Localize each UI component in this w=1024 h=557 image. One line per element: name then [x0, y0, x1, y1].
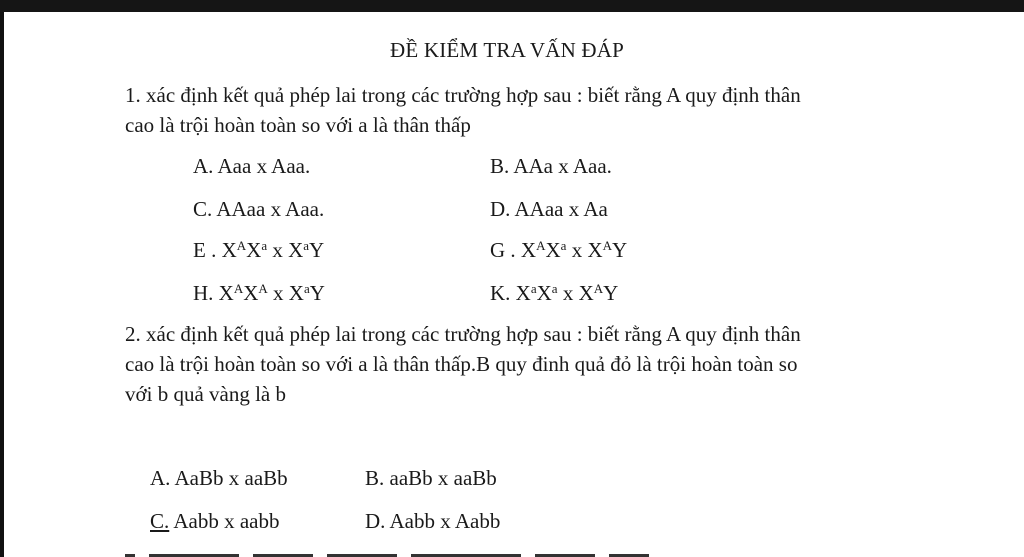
option-text: Aabb x aabb: [169, 509, 280, 533]
question-2-text-line-3: với b quả vàng là b: [125, 382, 286, 406]
genotype-x: X: [246, 238, 262, 262]
genotype-x: X: [587, 238, 603, 262]
cross-sign: x: [566, 238, 588, 262]
q1-option-e: [193, 237, 324, 263]
allele-superscript: a: [560, 238, 567, 253]
cut-off-next-line: [125, 544, 663, 557]
allele-superscript: a: [530, 281, 537, 296]
genotype-x: X: [578, 281, 594, 305]
genotype-x: X: [288, 238, 304, 262]
cross-sign: x: [267, 281, 289, 305]
genotype-x: X: [536, 281, 552, 305]
document-page: [4, 12, 1024, 557]
allele-superscript: A: [536, 238, 546, 253]
genotype-y: Y: [603, 281, 619, 305]
option-prefix: H.: [193, 281, 214, 305]
q1-option-a: A. Aaa x Aaa.: [193, 154, 311, 178]
option-letter-underlined: C.: [150, 509, 170, 533]
option-prefix: E .: [193, 238, 217, 262]
option-prefix: K.: [490, 281, 511, 305]
q1-option-g: [490, 237, 627, 263]
allele-superscript: A: [593, 281, 604, 296]
genotype-x: X: [221, 238, 237, 262]
genotype-y: Y: [612, 238, 628, 262]
cross-sign: x: [267, 238, 289, 262]
q1-option-b: B. AAa x Aaa.: [490, 154, 612, 178]
genotype-x: X: [545, 238, 561, 262]
genotype-y: Y: [309, 281, 325, 305]
q1-option-h: [193, 280, 325, 306]
allele-superscript: A: [258, 281, 268, 296]
question-2-text-line-1: 2. xác định kết quả phép lai trong các trường hợp sau : biết rằng A quy định thân: [125, 322, 801, 346]
allele-superscript: a: [303, 281, 310, 296]
allele-superscript: A: [236, 238, 247, 253]
question-1-text-line-1: 1. xác định kết quả phép lai trong các trường hợp sau : biết rằng A quy định thân: [125, 83, 801, 107]
genotype-x: X: [288, 281, 304, 305]
question-1-text-line-2: cao là trội hoàn toàn so với a là thân thấp: [125, 113, 471, 137]
option-prefix: G .: [490, 238, 516, 262]
allele-superscript: a: [551, 281, 558, 296]
genotype-x: X: [218, 281, 234, 305]
allele-superscript: A: [233, 281, 244, 296]
allele-superscript: A: [602, 238, 612, 253]
q2-option-a: A. AaBb x aaBb: [150, 466, 288, 490]
genotype-x: X: [243, 281, 259, 305]
q2-option-d: D. Aabb x Aabb: [365, 509, 501, 533]
genotype-x: X: [515, 281, 531, 305]
q1-option-c: C. AAaa x Aaa.: [193, 197, 325, 221]
document-title: ĐỀ KIỂM TRA VẤN ĐÁP: [390, 38, 625, 62]
q1-option-k: [490, 280, 618, 306]
question-2-text-line-2: cao là trội hoàn toàn so với a là thân thấp.B quy đinh quả đỏ là trội hoàn toàn so: [125, 352, 798, 376]
q2-option-c: [150, 508, 280, 534]
cross-sign: x: [557, 281, 579, 305]
window-top-bar: [0, 0, 1024, 12]
allele-superscript: a: [303, 238, 310, 253]
q2-option-b: B. aaBb x aaBb: [365, 466, 497, 490]
allele-superscript: a: [261, 238, 268, 253]
genotype-x: X: [520, 238, 537, 262]
genotype-y: Y: [309, 238, 325, 262]
q1-option-d: D. AAaa x Aa: [490, 197, 608, 221]
